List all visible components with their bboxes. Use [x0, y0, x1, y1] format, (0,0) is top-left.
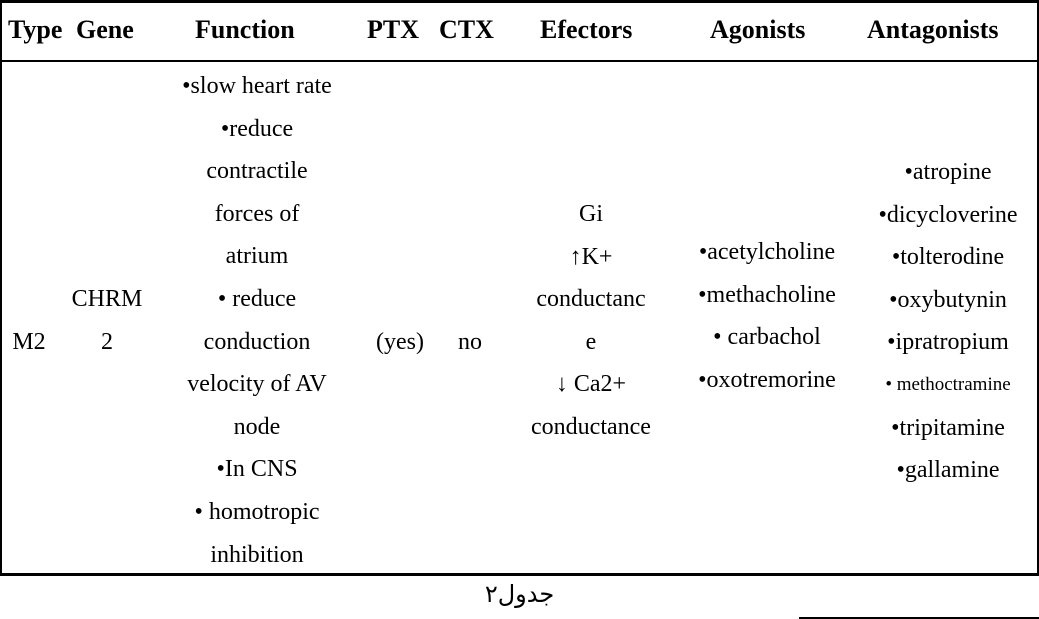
- cell-type: [4, 321, 54, 364]
- header-ptx: PTX: [367, 15, 419, 44]
- antagonist-item: • methoctramine: [885, 373, 1011, 395]
- ptx-text: (yes): [376, 329, 424, 355]
- agonist-item: •acetylcholine: [698, 239, 836, 265]
- table-caption: جدول۲: [484, 580, 555, 608]
- header-gene: Gene: [76, 15, 134, 44]
- cell-effectors: [502, 193, 680, 449]
- antagonist-item: •tripitamine: [891, 414, 1005, 441]
- cell-gene: [54, 278, 160, 363]
- antagonist-item: •atropine: [904, 159, 992, 185]
- effector-line: conductanc: [536, 286, 646, 313]
- cell-ctx: [438, 321, 502, 364]
- function-line: node: [233, 413, 281, 440]
- function-line: contractile: [206, 158, 308, 185]
- effector-line: e: [585, 328, 597, 355]
- header-effectors: Efectors: [540, 15, 633, 44]
- function-line: velocity of AV: [187, 371, 327, 398]
- function-line: • homotropic: [194, 498, 320, 525]
- gene-line: 2: [101, 328, 113, 355]
- cell-function: [152, 65, 362, 576]
- agonist-item: • carbachol: [713, 324, 821, 351]
- header-function: Function: [195, 15, 295, 44]
- antagonist-item: •ipratropium: [887, 329, 1009, 356]
- function-line: •slow heart rate: [182, 73, 332, 99]
- ctx-text: no: [458, 329, 482, 355]
- effector-line: Gi: [579, 201, 603, 227]
- header-agonists: Agonists: [710, 15, 806, 44]
- antagonist-item: •dicycloverine: [878, 201, 1018, 228]
- header-type: Type: [8, 15, 63, 44]
- antagonist-item: •tolterodine: [891, 244, 1005, 271]
- antagonist-item: •oxybutynin: [889, 286, 1007, 313]
- function-line: conduction: [203, 328, 311, 355]
- agonist-item: •oxotremorine: [698, 366, 836, 393]
- effector-line: ↑K+: [569, 243, 613, 270]
- function-line: • reduce: [217, 285, 297, 312]
- cell-antagonists: [857, 151, 1039, 492]
- header-antagonists: Antagonists: [867, 15, 999, 44]
- function-line: •In CNS: [216, 456, 298, 483]
- header-ctx: CTX: [439, 15, 494, 44]
- antagonist-item: •gallamine: [896, 457, 1000, 484]
- function-line: inhibition: [210, 541, 304, 568]
- cell-type-text: M2: [12, 329, 46, 355]
- function-line: atrium: [225, 243, 289, 270]
- function-line: •reduce: [220, 115, 294, 142]
- effector-line: conductance: [531, 413, 651, 440]
- cell-agonists: [677, 231, 857, 401]
- cell-ptx: [362, 321, 438, 364]
- agonist-item: •methacholine: [698, 281, 836, 308]
- effector-line: ↓ Ca2+: [555, 371, 627, 398]
- gene-line: CHRM: [71, 286, 143, 312]
- function-line: forces of: [214, 200, 300, 227]
- table-header-row: [2, 3, 1037, 62]
